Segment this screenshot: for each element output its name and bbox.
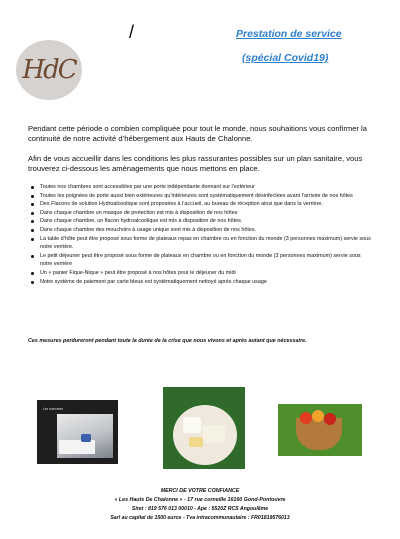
intro-paragraph-1: Pendant cette période o combien compliquée pour tout le monde, nous souhaitions vous confirmer la continuité de notre activité d’hébergement aux Hauts de Chalonne. (28, 124, 367, 143)
document-subtitle: (spécial Covid19) (242, 52, 329, 64)
photo-caption: Les chambres (43, 407, 64, 411)
measure-item: Le petit déjeuner peut être proposé sous forme de plateaux en chambre ou en fonction du monde (3 personnes maximum) servie sous notre verrière (28, 252, 374, 269)
bed-shape (59, 440, 95, 454)
measure-item: Dans chaque chambre des mouchoirs à usage unique sont mis à disposition de nos hôtes. (28, 226, 374, 235)
footer-capital: Sarl au capital de 1500 euros - Tva intracommunautaire : FR01819576013 (110, 515, 290, 521)
pillow-shape (81, 434, 91, 442)
fruit-shape (324, 413, 336, 425)
measure-item: La table d’hôte peut être proposé sous forme de plateaux repas en chambre ou en fonction du monde (3 personnes maximum) servie sous notre verrière. (28, 235, 374, 252)
footer-siret: Siret : 819 576 013 00010 - Ape : 5520Z RCS Angoulême (131, 506, 269, 512)
bedroom-photo (37, 400, 118, 464)
company-logo (16, 40, 82, 100)
header-slash: / (129, 22, 135, 42)
picnic-basket-photo (278, 404, 362, 456)
butter-shape (189, 437, 203, 447)
closing-statement: Ces mesures perdureront pendant toute la durée de la crise que nous vivons et après autant que nécessaire. (28, 338, 307, 344)
measures-list (28, 183, 374, 286)
measure-item: Dans chaque chambre un masque de protection est mis à disposition de nos hôtes (28, 209, 374, 218)
measure-item: Un « panier Fique-Nique » peut être proposé à nos hôtes pour le déjeuner du midi (28, 269, 374, 278)
measure-item: Toutes nos chambres sont accessibles par une porte indépendante donnant sur l’extérieur (28, 183, 374, 192)
measure-item: Notre système de paiement par carte bleue est systématiquement nettoyé après chaque usage (28, 278, 374, 287)
logo-text: HdC (22, 55, 76, 85)
document-title: Prestation de service (236, 28, 342, 40)
cheese-shape (183, 417, 201, 433)
fruit-shape (300, 412, 312, 424)
measure-item: Des Flacons de solution Hydroalcoolique sont proposées à l’accueil, au bureau de réception ainsi que dans la verrière. (28, 200, 374, 209)
cheese-shape (203, 425, 225, 443)
measure-item: Toutes les poignées de porte aussi bien extérieures qu’intérieures sont systématiquement désinfectées avant l’arrivée de nos hôtes (28, 192, 374, 201)
footer-thanks: MERCI DE VOTRE CONFIANCE (160, 488, 240, 494)
fruit-shape (312, 410, 324, 422)
measure-item: Dans chaque chambre, un flacon hydroalcoolique est mis à disposition de nos hôtes. (28, 217, 374, 226)
food-tray-photo (163, 387, 245, 469)
intro-paragraph-2: Afin de vous accueillir dans les conditions les plus rassurantes possibles sur un plan sanitaire, vous trouverez ci-dessous les aménagements que nous mettons en place. (28, 154, 363, 173)
footer-address: « Les Hauts De Chalonne » - 17 rue corneille 16160 Gond-Pontouvre (114, 497, 286, 503)
